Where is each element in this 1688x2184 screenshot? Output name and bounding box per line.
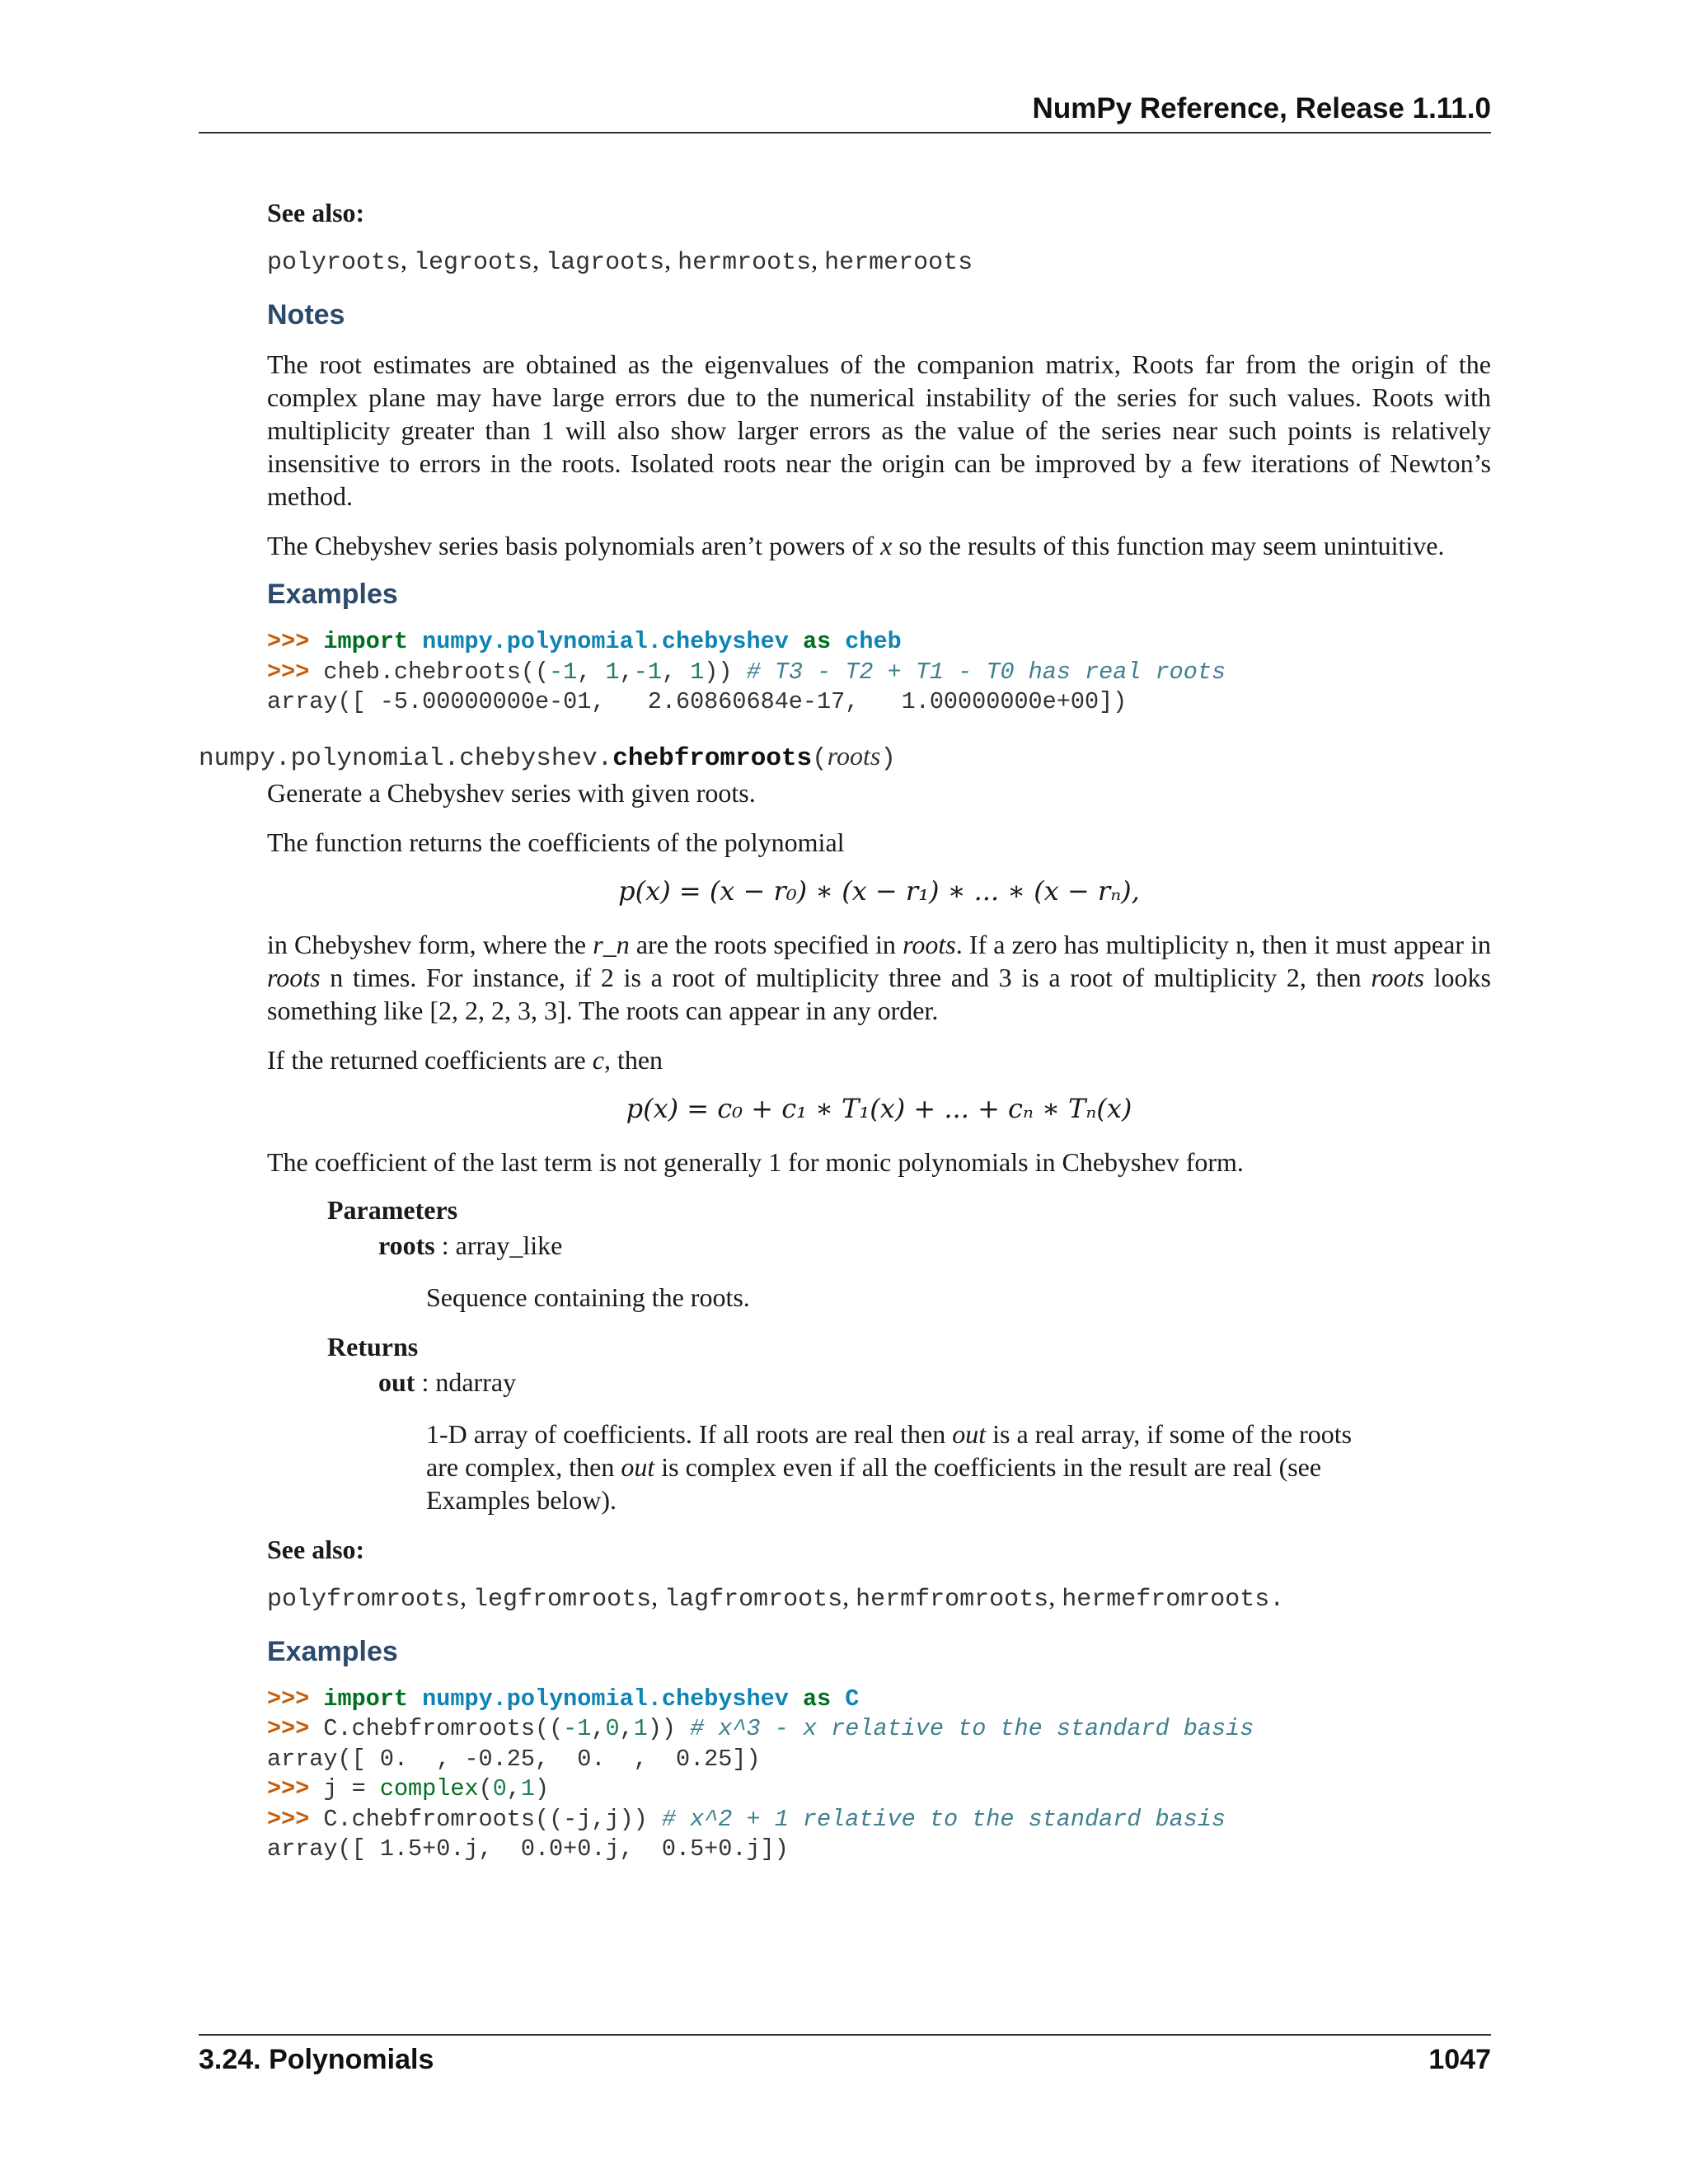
examples-heading: Examples — [267, 579, 398, 610]
summary: Generate a Chebyshev series with given roots. — [267, 777, 756, 808]
intro: The function returns the coefficients of the polynomial — [267, 827, 845, 857]
see-also-label: See also: — [267, 1534, 365, 1564]
parameters-field — [267, 1195, 1491, 1314]
notes-paragraph: The Chebyshev series basis polynomials aren’t powers of x so the results of this function may seem unintuitive. — [267, 531, 1445, 560]
see-also-list: polyroots, legroots, lagroots, hermroots, hermeroots — [267, 245, 973, 277]
notes-paragraph: The root estimates are obtained as the eigenvalues of the companion matrix, Roots far from the origin of the complex plane may have large errors due to the numerical instability of the series for such values. Roots with multiplicity greater than 1 will also show larger errors as the value of the series near such points is relatively insensitive to errors in the roots. Isolated roots near the origin can be improved by a few iterations of Newton’s method. — [267, 349, 1491, 511]
see-also-link[interactable]: hermfromroots — [856, 1585, 1049, 1614]
see-also-link[interactable]: lagroots — [546, 249, 665, 277]
see-also-link[interactable]: legroots — [414, 249, 533, 277]
param-roots-desc: Sequence containing the roots. — [426, 1282, 750, 1312]
page-body — [199, 198, 1491, 1888]
formula-product: p(x) = (x − r₀) ∗ (x − r₁) ∗ ... ∗ (x − rₙ), — [618, 874, 1140, 907]
returns-field — [267, 1332, 1491, 1516]
function-name[interactable]: chebfromroots — [612, 743, 813, 773]
returned-paragraph: If the returned coefficients are c, then — [267, 1044, 663, 1075]
page-header — [199, 92, 1491, 134]
see-also-link[interactable]: hermeroots — [824, 249, 973, 277]
header-title: NumPy Reference, Release 1.11.0 — [1032, 92, 1491, 124]
see-also-link[interactable]: legfromroots — [473, 1585, 652, 1614]
examples-heading: Examples — [267, 1635, 398, 1667]
return-out: out : ndarray — [378, 1366, 517, 1397]
parameters-label: Parameters — [327, 1194, 458, 1225]
returns-label: Returns — [327, 1331, 419, 1361]
see-also-link[interactable]: lagfromroots — [664, 1585, 843, 1614]
return-out-desc: 1-D array of coefficients. If all roots are real then out is a real array, if some of the roots are complex, then out is complex even if all the coefficients in the result are real (see Examples below). — [426, 1418, 1353, 1515]
see-also-link[interactable]: polyroots — [267, 249, 401, 277]
page-footer — [199, 2034, 1491, 2076]
see-also-link[interactable]: hermroots — [678, 249, 812, 277]
see-also-link[interactable]: hermefromroots — [1062, 1585, 1270, 1614]
function-body — [267, 776, 1491, 1865]
monic-paragraph: The coefficient of the last term is not generally 1 for monic polynomials in Chebyshev form. — [267, 1146, 1244, 1177]
footer-page-number: 1047 — [1428, 2044, 1491, 2075]
param-roots: roots : array_like — [378, 1230, 563, 1260]
formula-series: p(x) = c₀ + c₁ ∗ T₁(x) + ... + cₙ ∗ Tₙ(x) — [626, 1092, 1132, 1124]
code-block: >>> import numpy.polynomial.chebyshev as cheb >>> cheb.chebroots((-1, 1,-1, 1)) # T3 - T2 + T1 - T0 has real roots array([ -5.00000000e-01, 2.60860684e-17, 1.00000000e+00]) — [267, 628, 1226, 715]
notes-heading: Notes — [267, 299, 345, 330]
code-block: >>> import numpy.polynomial.chebyshev as C >>> C.chebfromroots((-1,0,1)) # x^3 - x relative to the standard basis array([ 0. , -0.25, 0. , 0.25]) >>> j = complex(0,1) >>> C.chebfromroots((-j,j)) # x^2 + 1 relative to the standard basis array([ 1.5+0.j, 0.0+0.j, 0.5+0.j]) — [267, 1685, 1254, 1863]
see-also-label: See also: — [267, 198, 365, 227]
function-signature: numpy.polynomial.chebyshev.chebfromroots(roots) — [199, 740, 896, 773]
see-also-link[interactable]: polyfromroots — [267, 1585, 461, 1614]
form-paragraph: in Chebyshev form, where the r_n are the roots specified in roots. If a zero has multiplicity n, then it must appear in roots n times. For instance, if 2 is a root of multiplicity three and 3 is a root of multiplicity 2, then roots looks something like [2, 2, 2, 3, 3]. The roots can appear in any order. — [267, 929, 1492, 1025]
footer-section: 3.24. Polynomials — [199, 2044, 434, 2075]
see-also-list: polyfromroots, legfromroots, lagfromroots, hermfromroots, hermefromroots. — [267, 1581, 1285, 1614]
chebroots-tail — [267, 198, 1491, 718]
